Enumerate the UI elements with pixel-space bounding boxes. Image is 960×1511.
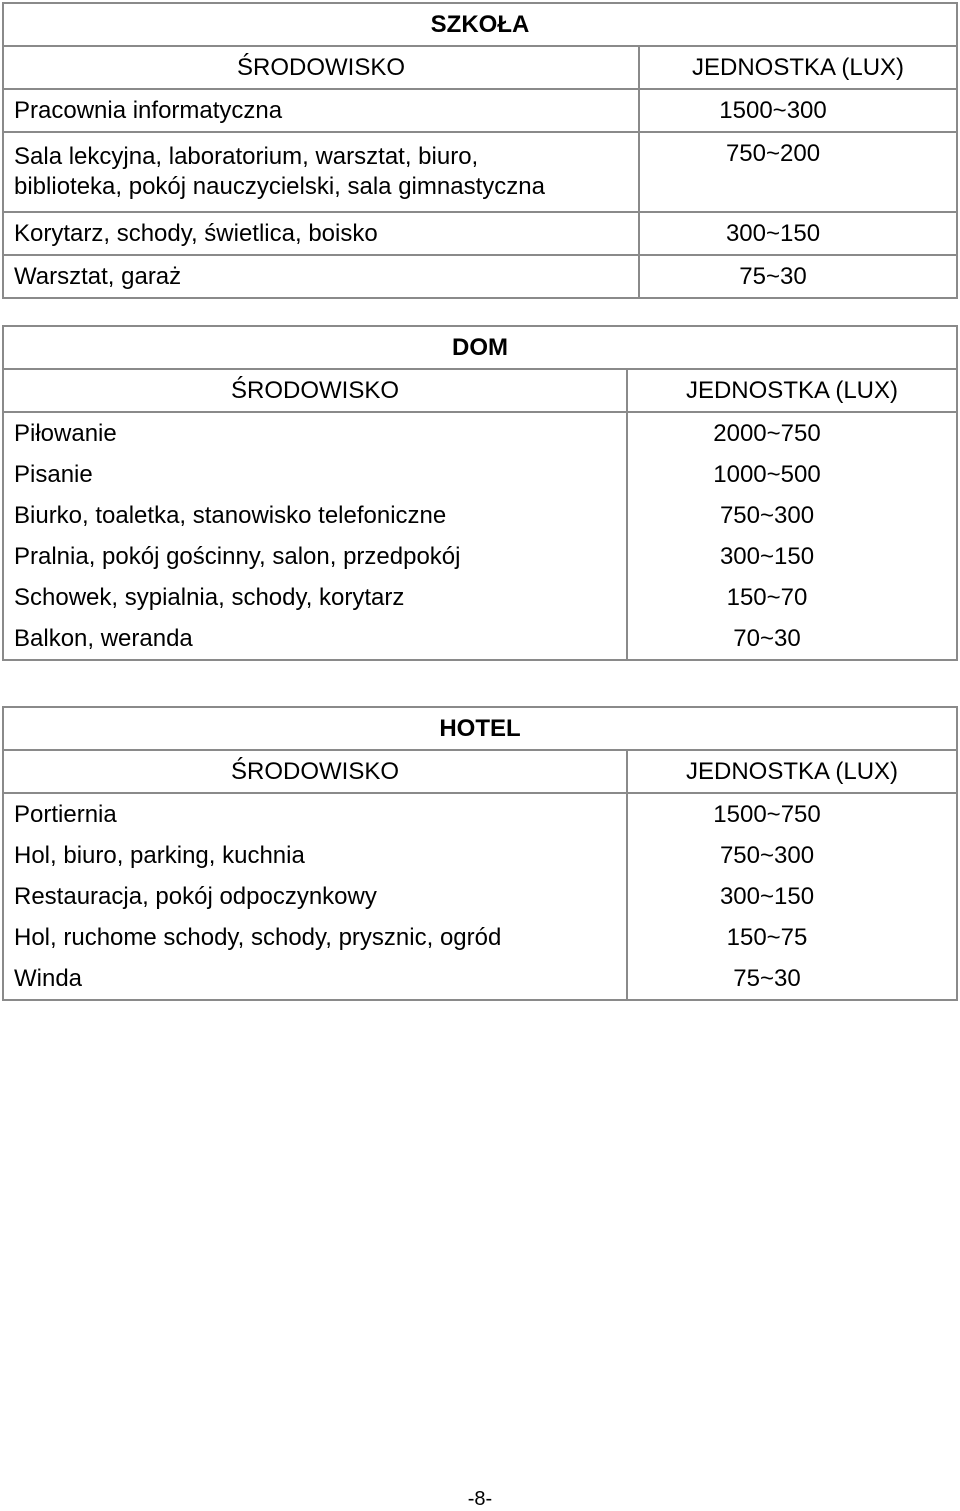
header-environment: ŚRODOWISKO — [3, 369, 627, 412]
lux-value-cell: 75~30 — [639, 255, 957, 298]
environment-cell: Schowek, sypialnia, schody, korytarz — [3, 577, 627, 618]
table-header-row — [3, 750, 957, 793]
table-header-row — [3, 46, 957, 89]
lux-value-cell: 70~30 — [627, 618, 957, 660]
lux-value-cell: 750~300 — [627, 495, 957, 536]
table-row — [3, 536, 957, 577]
table-title: DOM — [3, 326, 957, 369]
environment-cell: Portiernia — [3, 793, 627, 835]
lux-value-cell: 300~150 — [639, 212, 957, 255]
environment-cell: Korytarz, schody, świetlica, boisko — [3, 212, 639, 255]
table-row — [3, 793, 957, 835]
environment-cell: Pracownia informatyczna — [3, 89, 639, 132]
table-row — [3, 835, 957, 876]
environment-cell: Pisanie — [3, 454, 627, 495]
header-unit: JEDNOSTKA (LUX) — [627, 369, 957, 412]
table-row — [3, 917, 957, 958]
table-row — [3, 958, 957, 1000]
environment-cell: Hol, ruchome schody, schody, prysznic, ogród — [3, 917, 627, 958]
home-lux-table — [2, 325, 958, 661]
lux-value-cell: 300~150 — [627, 876, 957, 917]
lux-value-cell: 150~70 — [627, 577, 957, 618]
lux-value-cell: 750~200 — [639, 132, 957, 212]
lux-value-cell: 150~75 — [627, 917, 957, 958]
table-row — [3, 577, 957, 618]
table-header-row — [3, 369, 957, 412]
environment-cell: Pralnia, pokój gościnny, salon, przedpokój — [3, 536, 627, 577]
environment-line-2: biblioteka, pokój nauczycielski, sala gimnastyczna — [14, 173, 545, 200]
table-row — [3, 454, 957, 495]
environment-cell: Piłowanie — [3, 412, 627, 454]
table-row — [3, 618, 957, 660]
environment-cell: Biurko, toaletka, stanowisko telefoniczne — [3, 495, 627, 536]
table-row — [3, 212, 957, 255]
table-row — [3, 255, 957, 298]
table-title: SZKOŁA — [3, 3, 957, 46]
environment-cell: Winda — [3, 958, 627, 1000]
table-row — [3, 412, 957, 454]
lux-value-cell: 1000~500 — [627, 454, 957, 495]
environment-line-1: Sala lekcyjna, laboratorium, warsztat, biuro, — [14, 143, 479, 170]
table-row — [3, 132, 957, 212]
table-title-row — [3, 326, 957, 369]
table-title: HOTEL — [3, 707, 957, 750]
lux-value-cell: 300~150 — [627, 536, 957, 577]
hotel-lux-table — [2, 706, 958, 1001]
header-unit: JEDNOSTKA (LUX) — [627, 750, 957, 793]
page-number: -8- — [467, 1488, 493, 1510]
environment-cell: Warsztat, garaż — [3, 255, 639, 298]
table-title-row — [3, 3, 957, 46]
lux-value-cell: 2000~750 — [627, 412, 957, 454]
header-environment: ŚRODOWISKO — [3, 750, 627, 793]
table-row — [3, 89, 957, 132]
school-lux-table — [2, 2, 958, 299]
environment-cell: Hol, biuro, parking, kuchnia — [3, 835, 627, 876]
header-unit: JEDNOSTKA (LUX) — [639, 46, 957, 89]
environment-cell — [3, 132, 639, 212]
lux-value-cell: 75~30 — [627, 958, 957, 1000]
table-row — [3, 876, 957, 917]
header-environment: ŚRODOWISKO — [3, 46, 639, 89]
table-row — [3, 495, 957, 536]
lux-value-cell: 1500~750 — [627, 793, 957, 835]
lux-value-cell: 750~300 — [627, 835, 957, 876]
table-title-row — [3, 707, 957, 750]
environment-cell: Balkon, weranda — [3, 618, 627, 660]
lux-value-cell: 1500~300 — [639, 89, 957, 132]
environment-cell: Restauracja, pokój odpoczynkowy — [3, 876, 627, 917]
